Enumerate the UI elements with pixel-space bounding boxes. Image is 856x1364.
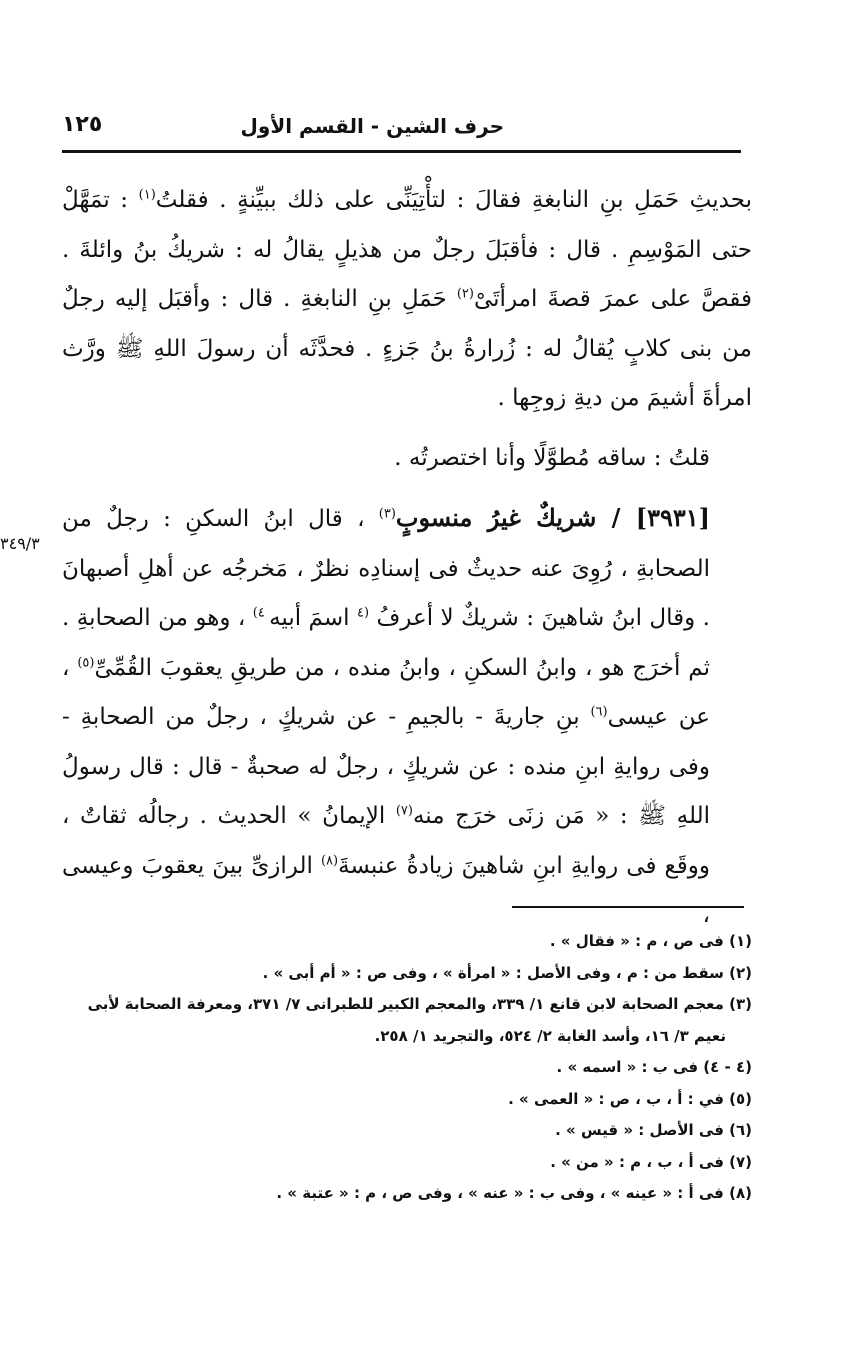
text-run: الإيمانُ » الحديث . رجالُه ثقاتٌ ، ووقَع فى روايةِ ابنِ شاهينَ زيادةُ عنبسةَ — [62, 803, 710, 879]
footnote — [62, 1052, 752, 1084]
footnote — [62, 1084, 752, 1116]
footnote-marker: (٧) — [395, 803, 413, 819]
margin-reference: ٣٤٩/٣ — [0, 534, 40, 553]
footnotes — [62, 926, 752, 1210]
footnote-text: فى ص ، م : « فقال » . — [549, 932, 724, 950]
footnote-text: معجم الصحابة لابن قانع ١/ ٣٣٩، والمعجم الكبير للطبرانى ٧/ ٣٧١، ومعرفة الصحابة لأبى — [87, 995, 724, 1013]
footnote — [62, 1115, 752, 1147]
footnote-text: سقط من : م ، وفى الأصل : « امرأة » ، وفى ص : « أم أبى » . — [262, 963, 724, 982]
text-run: الرازىِّ بينَ يعقوبَ وعيسى ، — [62, 852, 710, 928]
header-rule — [62, 150, 741, 153]
text-run: بنِ جاريةَ - بالجيمِ - عن شريكٍ ، رجلٌ من الصحابةِ - وفى روايةِ ابنِ منده : عن شريكٍ ، رجلٌ له صحبةٌ - قال : قال رسولُ اللهِ ﷺ : « مَن زنَى خرَج منه — [62, 704, 711, 829]
text-run: ، وهو من الصحابةِ . ثم أخرَج هو ، وابنُ السكنِ ، وابنُ منده ، من طريقِ يعقوبَ القُمِّىِّ — [62, 605, 710, 681]
footnote — [62, 989, 752, 1052]
text-run: حَمَلِ بنِ النابغةِ . قال : وأقبَل إليه رجلٌ من بنى كلابٍ يُقالُ له : زُرارةُ بنُ جَزءٍ . فحدَّثَه أن رسولَ اللهِ ﷺ ورَّث امرأةَ أشيمَ من ديةِ زوجِها . — [62, 286, 752, 411]
footnote-text: فى الأصل : « قيس » . — [555, 1121, 724, 1139]
footnote-number: (٨) — [729, 1184, 752, 1202]
main-text — [62, 176, 752, 941]
footnote-number: (٥) — [729, 1089, 752, 1108]
footnote-continuation: نعيم ٣/ ١٦، وأسد الغابة ٢/ ٥٢٤، والتجريد ١/ ٢٥٨. — [374, 1026, 726, 1045]
footnote-marker: (٨) — [320, 852, 339, 868]
text-run: اسمَ أبيه — [269, 605, 357, 631]
running-title: حرف الشين - القسم الأول — [240, 114, 504, 138]
footnote-text: في : أ ، ب ، ص : « العمى » . — [508, 1089, 724, 1108]
footnote-number: (٣) — [729, 995, 752, 1013]
footnote-text: فى ب : « اسمه » . — [556, 1058, 699, 1076]
footnote-text: فى أ : « عينه » ، وفى ب : « عنه » ، وفى ص ، م : « عتبة » . — [276, 1184, 724, 1202]
text-run: ، قال ابنُ السكنِ : رجلٌ من الصحابةِ ، رُوِىَ عنه حديثٌ فى إسنادِه نظرٌ ، مَخرجُه عن أهلِ أصبهانَ . وقال ابنُ شاهينَ : شريكٌ لا أعرفُ — [62, 506, 710, 631]
footnote — [62, 1178, 752, 1210]
footnote-marker: ٤) — [252, 605, 270, 621]
paragraph-3 — [62, 493, 752, 941]
entry-heading: [٣٩٣١] / شريكٌ غيرُ منسوبٍ — [395, 503, 710, 532]
footnote — [62, 958, 752, 990]
footnote-marker: (٣) — [378, 506, 396, 522]
page-number: ١٢٥ — [62, 112, 103, 137]
footnote-marker: (١) — [138, 187, 156, 203]
paragraph-2: قلتُ : ساقه مُطوَّلًا وأنا اختصرتُه . — [394, 444, 710, 471]
footnote — [62, 1147, 752, 1179]
footnote-marker: (٥) — [77, 654, 95, 670]
footnote-marker: (٢) — [456, 286, 474, 302]
page-header — [62, 108, 742, 144]
footnote-separator — [512, 906, 744, 908]
footnote-marker: (٦) — [590, 704, 608, 720]
footnote-number: (٧) — [729, 1152, 752, 1171]
footnote-text: فى أ ، ب ، م : « من » . — [550, 1152, 724, 1171]
footnote-marker: (٤ — [356, 605, 370, 621]
text-run: ، عن عيسى — [62, 654, 710, 730]
footnote-number: (٤ - ٤) — [703, 1058, 752, 1076]
text-run: : تمَهَّلْ حتى المَوْسِمِ . قال : فأقبَلَ رجلٌ من هذيلٍ يقالُ له : شريكُ بنُ وائلةَ . فقصَّ على عمرَ قصةَ امرأتَىْ — [62, 187, 752, 312]
footnote-number: (١) — [729, 932, 752, 950]
footnote-number: (٢) — [729, 963, 752, 982]
text-run: بحديثِ حَمَلِ بنِ النابغةِ فقالَ : لتأْتِيَنِّى على ذلك ببيِّنةٍ . فقلتُ — [155, 187, 752, 213]
paragraph-1 — [62, 176, 752, 424]
footnote-number: (٦) — [729, 1121, 752, 1139]
footnote — [62, 926, 752, 958]
